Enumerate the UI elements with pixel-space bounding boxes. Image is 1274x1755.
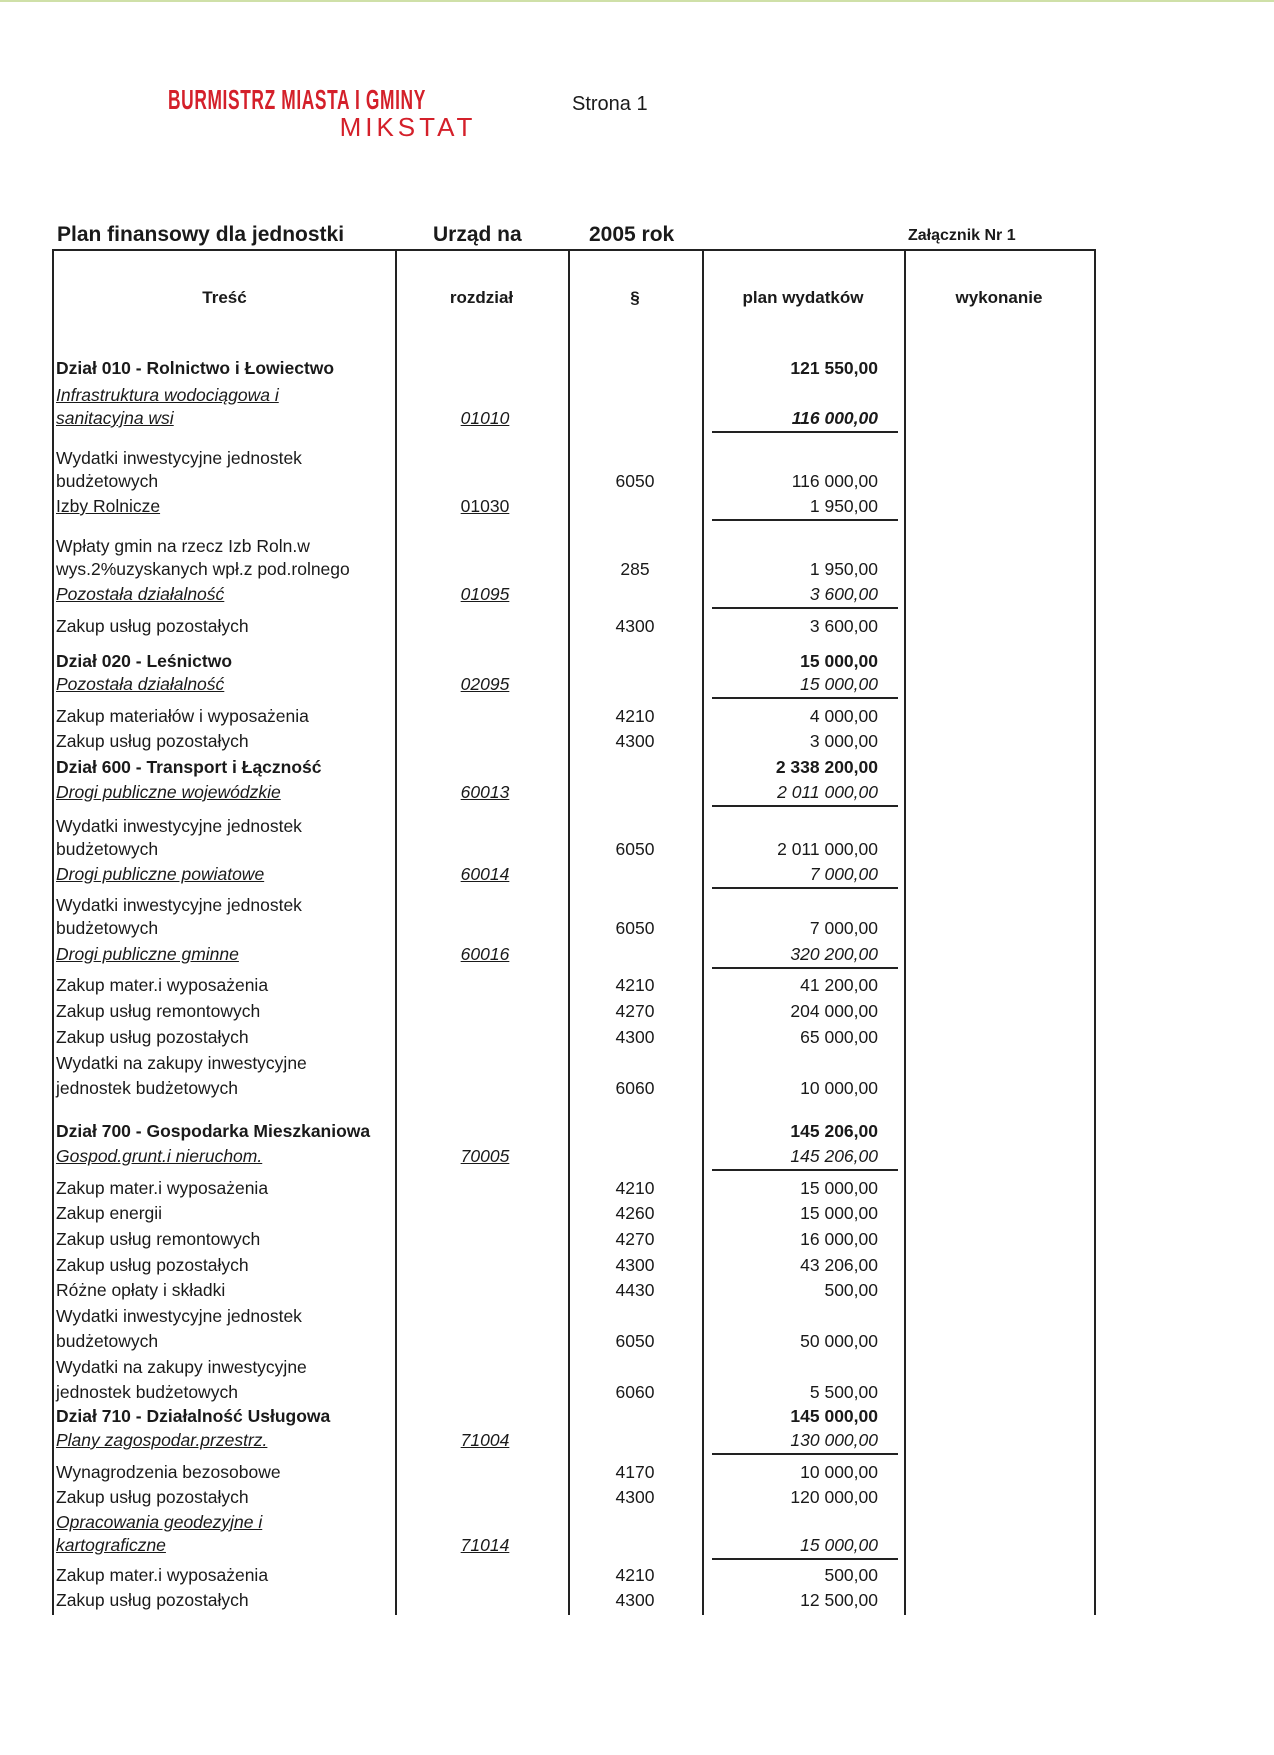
- row-description: Zakup materiałów i wyposażenia: [56, 706, 309, 726]
- row-description: Zakup mater.i wyposażenia: [56, 1565, 269, 1585]
- row-plan-value: 15 000,00: [800, 1535, 878, 1555]
- row-plan-value: 116 000,00: [791, 408, 878, 428]
- subtotal-underline: [712, 887, 898, 889]
- document-title: Plan finansowy dla jednostki: [57, 223, 345, 246]
- row-description: Wydatki inwestycyjne jednostek: [56, 1306, 302, 1326]
- row-description: Dział 700 - Gospodarka Mieszkaniowa: [56, 1121, 371, 1141]
- row-paragraf: 6050: [615, 839, 655, 859]
- row-paragraf: 4270: [615, 1001, 655, 1021]
- table-row: [0, 1590, 1274, 1614]
- subsection-row: [0, 1146, 1274, 1170]
- row-description: jednostek budżetowych: [56, 1382, 238, 1402]
- column-header-wykonanie: wykonanie: [955, 288, 1043, 307]
- row-plan-value: 15 000,00: [800, 651, 878, 671]
- row-description: Dział 020 - Leśnictwo: [56, 651, 233, 671]
- row-description: Dział 600 - Transport i Łączność: [56, 757, 322, 777]
- row-paragraf: 6060: [615, 1382, 655, 1402]
- subtotal-underline: [712, 431, 898, 433]
- row-paragraf: 4300: [615, 731, 655, 751]
- row-description: sanitacyjna wsi: [56, 408, 174, 428]
- subsection-row: [0, 782, 1274, 806]
- row-plan-value: 500,00: [824, 1565, 878, 1585]
- row-description: Wydatki na zakupy inwestycyjne: [56, 1053, 307, 1073]
- row-plan-value: 145 206,00: [790, 1121, 878, 1141]
- row-plan-value: 15 000,00: [800, 1178, 878, 1198]
- subtotal-underline: [712, 1169, 898, 1171]
- table-row: [0, 1255, 1274, 1279]
- row-paragraf: 4300: [615, 1590, 655, 1610]
- row-description: budżetowych: [56, 839, 159, 859]
- row-paragraf: 4260: [615, 1203, 655, 1223]
- row-paragraf: 4300: [615, 1027, 655, 1047]
- row-plan-value: 145 000,00: [790, 1406, 878, 1426]
- table-row: [0, 448, 1274, 472]
- subsection-row: [0, 496, 1274, 520]
- row-plan-value: 3 600,00: [809, 584, 878, 604]
- column-header-rozdzial: rozdział: [449, 288, 514, 307]
- row-description: Zakup usług pozostałych: [56, 1027, 249, 1047]
- row-description: Zakup usług remontowych: [56, 1001, 261, 1021]
- row-plan-value: 320 200,00: [790, 944, 878, 964]
- subtotal-underline: [712, 697, 898, 699]
- row-description: Pozostała działalność: [56, 584, 225, 604]
- row-description: Wpłaty gmin na rzecz Izb Roln.w: [56, 536, 310, 556]
- subtotal-underline: [712, 967, 898, 969]
- row-rozdzial: 71004: [460, 1430, 510, 1450]
- row-description: Wydatki na zakupy inwestycyjne: [56, 1357, 307, 1377]
- row-plan-value: 65 000,00: [800, 1027, 878, 1047]
- table-row: [0, 1357, 1274, 1381]
- table-row: [0, 1487, 1274, 1511]
- section-row: [0, 651, 1274, 675]
- row-paragraf: 4210: [615, 1178, 655, 1198]
- table-row: [0, 616, 1274, 640]
- row-plan-value: 2 338 200,00: [775, 757, 878, 777]
- row-rozdzial: 01010: [460, 408, 510, 428]
- row-plan-value: 121 550,00: [790, 358, 878, 378]
- row-plan-value: 43 206,00: [800, 1255, 878, 1275]
- row-rozdzial: 60014: [460, 864, 510, 884]
- row-plan-value: 204 000,00: [790, 1001, 878, 1021]
- row-paragraf: 6050: [615, 1331, 655, 1351]
- row-description: Zakup mater.i wyposażenia: [56, 1178, 269, 1198]
- row-description: kartograficzne: [56, 1535, 166, 1555]
- row-description: Drogi publiczne powiatowe: [56, 864, 265, 884]
- table-row: [0, 559, 1274, 583]
- subsection-row: [0, 1535, 1274, 1559]
- row-description: Różne opłaty i składki: [56, 1280, 226, 1300]
- row-description: budżetowych: [56, 918, 159, 938]
- table-row: [0, 918, 1274, 942]
- row-paragraf: 6050: [615, 918, 655, 938]
- table-row: [0, 1229, 1274, 1253]
- row-description: Zakup mater.i wyposażenia: [56, 975, 269, 995]
- column-header-paragraf: §: [630, 288, 640, 307]
- scan-edge: [0, 0, 1274, 2]
- row-description: Wydatki inwestycyjne jednostek: [56, 448, 302, 468]
- row-description: Dział 710 - Działalność Usługowa: [56, 1406, 331, 1426]
- row-plan-value: 1 950,00: [809, 496, 878, 516]
- row-description: Plany zagospodar.przestrz.: [56, 1430, 268, 1450]
- row-rozdzial: 70005: [460, 1146, 510, 1166]
- row-description: wys.2%uzyskanych wpł.z pod.rolnego: [56, 559, 350, 579]
- row-description: Zakup usług remontowych: [56, 1229, 261, 1249]
- table-row: [0, 471, 1274, 495]
- row-paragraf: 4210: [615, 1565, 655, 1585]
- row-plan-value: 7 000,00: [809, 864, 878, 884]
- row-paragraf: 4210: [615, 706, 655, 726]
- row-description: Gospod.grunt.i nieruchom.: [56, 1146, 263, 1166]
- table-row: [0, 975, 1274, 999]
- table-row: [0, 1280, 1274, 1304]
- row-plan-value: 10 000,00: [800, 1078, 878, 1098]
- row-plan-value: 120 000,00: [790, 1487, 878, 1507]
- row-paragraf: 4270: [615, 1229, 655, 1249]
- row-description: Drogi publiczne wojewódzkie: [56, 782, 281, 802]
- row-paragraf: 4300: [615, 616, 655, 636]
- table-row: [0, 1078, 1274, 1102]
- row-plan-value: 145 206,00: [790, 1146, 878, 1166]
- row-plan-value: 12 500,00: [800, 1590, 878, 1610]
- table-top-border: [52, 249, 1096, 251]
- page-label: Strona 1: [572, 93, 648, 115]
- row-plan-value: 116 000,00: [791, 471, 878, 491]
- row-paragraf: 4210: [615, 975, 655, 995]
- row-rozdzial: 60016: [460, 944, 510, 964]
- row-paragraf: 285: [620, 559, 650, 579]
- table-row: [0, 1331, 1274, 1355]
- subtotal-underline: [712, 805, 898, 807]
- table-row: [0, 895, 1274, 919]
- subsection-row: [0, 864, 1274, 888]
- row-description: Pozostała działalność: [56, 674, 225, 694]
- row-plan-value: 2 011 000,00: [777, 839, 878, 859]
- row-description: budżetowych: [56, 1331, 159, 1351]
- table-row: [0, 816, 1274, 840]
- table-row: [0, 1203, 1274, 1227]
- stamp-line-1: BURMISTRZ MIASTA I GMINY: [168, 84, 426, 115]
- table-row: [0, 1027, 1274, 1051]
- row-paragraf: 4300: [615, 1255, 655, 1275]
- subsection-row: [0, 385, 1274, 409]
- row-description: Zakup usług pozostałych: [56, 1487, 249, 1507]
- unit-label: Urząd na: [433, 223, 522, 246]
- attachment-label: Załącznik Nr 1: [908, 227, 1016, 244]
- stamp-line-2: MIKSTAT: [339, 112, 477, 142]
- section-row: [0, 358, 1274, 382]
- table-row: [0, 536, 1274, 560]
- table-row: [0, 706, 1274, 730]
- subsection-row: [0, 1512, 1274, 1536]
- row-description: Wydatki inwestycyjne jednostek: [56, 816, 302, 836]
- row-rozdzial: 02095: [460, 674, 510, 694]
- subsection-row: [0, 944, 1274, 968]
- table-row: [0, 1053, 1274, 1077]
- row-plan-value: 3 000,00: [809, 731, 878, 751]
- row-description: Drogi publiczne gminne: [56, 944, 239, 964]
- row-description: jednostek budżetowych: [56, 1078, 238, 1098]
- table-row: [0, 1462, 1274, 1486]
- row-description: budżetowych: [56, 471, 159, 491]
- row-description: Izby Rolnicze: [56, 496, 161, 516]
- row-description: Dział 010 - Rolnictwo i Łowiectwo: [56, 358, 335, 378]
- row-paragraf: 4170: [615, 1462, 655, 1482]
- table-row: [0, 1001, 1274, 1025]
- row-description: Zakup energii: [56, 1203, 163, 1223]
- section-row: [0, 1406, 1274, 1430]
- row-plan-value: 130 000,00: [790, 1430, 878, 1450]
- row-paragraf: 6050: [615, 471, 655, 491]
- row-plan-value: 3 600,00: [809, 616, 878, 636]
- row-plan-value: 4 000,00: [809, 706, 878, 726]
- row-plan-value: 41 200,00: [800, 975, 878, 995]
- row-plan-value: 15 000,00: [800, 1203, 878, 1223]
- row-plan-value: 15 000,00: [800, 674, 878, 694]
- year-label: 2005 rok: [589, 223, 675, 246]
- subsection-row: [0, 1430, 1274, 1454]
- subtotal-underline: [712, 1453, 898, 1455]
- row-plan-value: 16 000,00: [800, 1229, 878, 1249]
- row-description: Opracowania geodezyjne i: [56, 1512, 263, 1532]
- subsection-row: [0, 584, 1274, 608]
- table-row: [0, 1382, 1274, 1406]
- row-plan-value: 10 000,00: [800, 1462, 878, 1482]
- row-description: Zakup usług pozostałych: [56, 616, 249, 636]
- table-row: [0, 1565, 1274, 1589]
- row-rozdzial: 01095: [460, 584, 510, 604]
- row-description: Zakup usług pozostałych: [56, 1255, 249, 1275]
- subtotal-underline: [712, 1558, 898, 1560]
- subsection-row: [0, 674, 1274, 698]
- row-paragraf: 4430: [615, 1280, 655, 1300]
- table-row: [0, 1306, 1274, 1330]
- row-description: Infrastruktura wodociągowa i: [56, 385, 279, 405]
- row-description: Wynagrodzenia bezosobowe: [56, 1462, 281, 1482]
- row-paragraf: 6060: [615, 1078, 655, 1098]
- section-row: [0, 1121, 1274, 1145]
- row-plan-value: 5 500,00: [809, 1382, 878, 1402]
- row-description: Zakup usług pozostałych: [56, 731, 249, 751]
- section-row: [0, 757, 1274, 781]
- row-plan-value: 500,00: [824, 1280, 878, 1300]
- table-row: [0, 1178, 1274, 1202]
- row-description: Zakup usług pozostałych: [56, 1590, 249, 1610]
- row-rozdzial: 01030: [460, 496, 510, 516]
- row-description: Wydatki inwestycyjne jednostek: [56, 895, 302, 915]
- subtotal-underline: [712, 607, 898, 609]
- row-plan-value: 7 000,00: [809, 918, 878, 938]
- row-rozdzial: 71014: [460, 1535, 510, 1555]
- row-plan-value: 1 950,00: [809, 559, 878, 579]
- column-header-tresc: Treść: [202, 288, 247, 307]
- official-stamp: [168, 84, 584, 143]
- row-rozdzial: 60013: [460, 782, 510, 802]
- table-row: [0, 731, 1274, 755]
- row-paragraf: 4300: [615, 1487, 655, 1507]
- subsection-row: [0, 408, 1274, 432]
- table-row: [0, 839, 1274, 863]
- row-plan-value: 2 011 000,00: [777, 782, 878, 802]
- row-plan-value: 50 000,00: [800, 1331, 878, 1351]
- column-header-plan: plan wydatków: [742, 288, 864, 307]
- subtotal-underline: [712, 519, 898, 521]
